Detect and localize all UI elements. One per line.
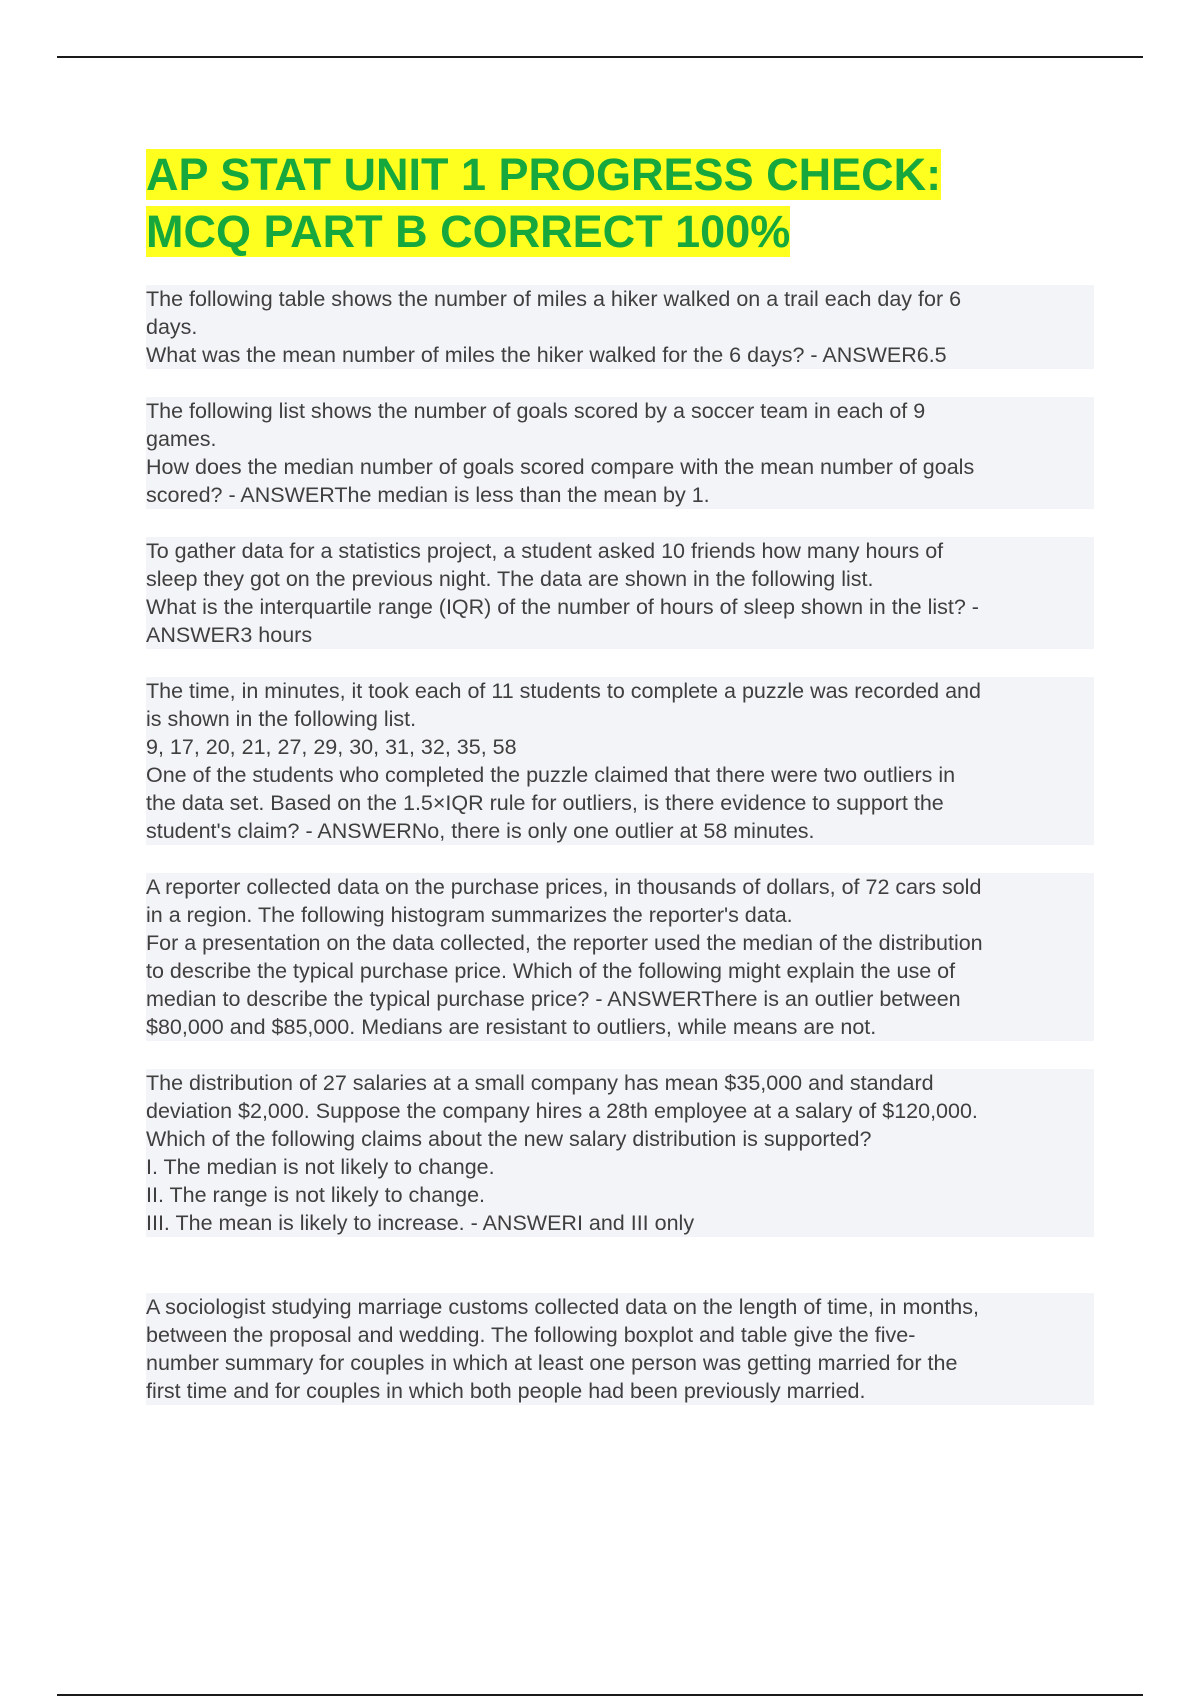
bottom-rule xyxy=(57,1694,1143,1696)
document-title xyxy=(146,146,1146,260)
question-line: 9, 17, 20, 21, 27, 29, 30, 31, 32, 35, 58 xyxy=(146,735,517,759)
question-line: I. The median is not likely to change. xyxy=(146,1155,495,1179)
question-line: The time, in minutes, it took each of 11 students to complete a puzzle was recorded and xyxy=(146,679,981,703)
question-line: median to describe the typical purchase price? - ANSWERThere is an outlier between xyxy=(146,987,961,1011)
question-7 xyxy=(146,1293,1094,1405)
question-line: One of the students who completed the puzzle claimed that there were two outliers in xyxy=(146,763,956,787)
title-line-1: AP STAT UNIT 1 PROGRESS CHECK: xyxy=(146,149,942,200)
question-line: first time and for couples in which both people had been previously married. xyxy=(146,1379,866,1403)
question-line: What was the mean number of miles the hiker walked for the 6 days? - ANSWER6.5 xyxy=(146,343,947,367)
question-line: games. xyxy=(146,427,217,451)
question-line: A reporter collected data on the purchase prices, in thousands of dollars, of 72 cars sold xyxy=(146,875,982,899)
question-2 xyxy=(146,397,1094,509)
question-line: $80,000 and $85,000. Medians are resistant to outliers, while means are not. xyxy=(146,1015,877,1039)
question-line: is shown in the following list. xyxy=(146,707,417,731)
question-line: A sociologist studying marriage customs collected data on the length of time, in months, xyxy=(146,1295,979,1319)
question-line: days. xyxy=(146,315,198,339)
question-line: student's claim? - ANSWERNo, there is only one outlier at 58 minutes. xyxy=(146,819,815,843)
question-line: to describe the typical purchase price. Which of the following might explain the use of xyxy=(146,959,956,983)
top-rule xyxy=(57,56,1143,58)
question-line: The following table shows the number of miles a hiker walked on a trail each day for 6 xyxy=(146,287,962,311)
question-line: The following list shows the number of goals scored by a soccer team in each of 9 xyxy=(146,399,926,423)
question-line: For a presentation on the data collected, the reporter used the median of the distribution xyxy=(146,931,983,955)
question-line: The distribution of 27 salaries at a small company has mean $35,000 and standard xyxy=(146,1071,934,1095)
question-line: What is the interquartile range (IQR) of the number of hours of sleep shown in the list? - xyxy=(146,595,979,619)
question-1 xyxy=(146,285,1094,369)
question-3 xyxy=(146,537,1094,649)
question-line: III. The mean is likely to increase. - ANSWERI and III only xyxy=(146,1211,695,1235)
question-line: the data set. Based on the 1.5×IQR rule for outliers, is there evidence to support the xyxy=(146,791,944,815)
question-6 xyxy=(146,1069,1094,1237)
question-line: Which of the following claims about the new salary distribution is supported? xyxy=(146,1127,872,1151)
document-body xyxy=(146,285,1094,1433)
question-line: How does the median number of goals scored compare with the mean number of goals xyxy=(146,455,975,479)
question-5 xyxy=(146,873,1094,1041)
title-line-2: MCQ PART B CORRECT 100% xyxy=(146,206,791,257)
question-line: between the proposal and wedding. The following boxplot and table give the five- xyxy=(146,1323,916,1347)
question-line: sleep they got on the previous night. The data are shown in the following list. xyxy=(146,567,874,591)
question-line: ANSWER3 hours xyxy=(146,623,313,647)
question-line: To gather data for a statistics project, a student asked 10 friends how many hours of xyxy=(146,539,944,563)
question-line: deviation $2,000. Suppose the company hires a 28th employee at a salary of $120,000. xyxy=(146,1099,978,1123)
question-line: number summary for couples in which at least one person was getting married for the xyxy=(146,1351,958,1375)
question-line: II. The range is not likely to change. xyxy=(146,1183,486,1207)
question-line: scored? - ANSWERThe median is less than the mean by 1. xyxy=(146,483,710,507)
question-line: in a region. The following histogram summarizes the reporter's data. xyxy=(146,903,793,927)
question-4 xyxy=(146,677,1094,845)
